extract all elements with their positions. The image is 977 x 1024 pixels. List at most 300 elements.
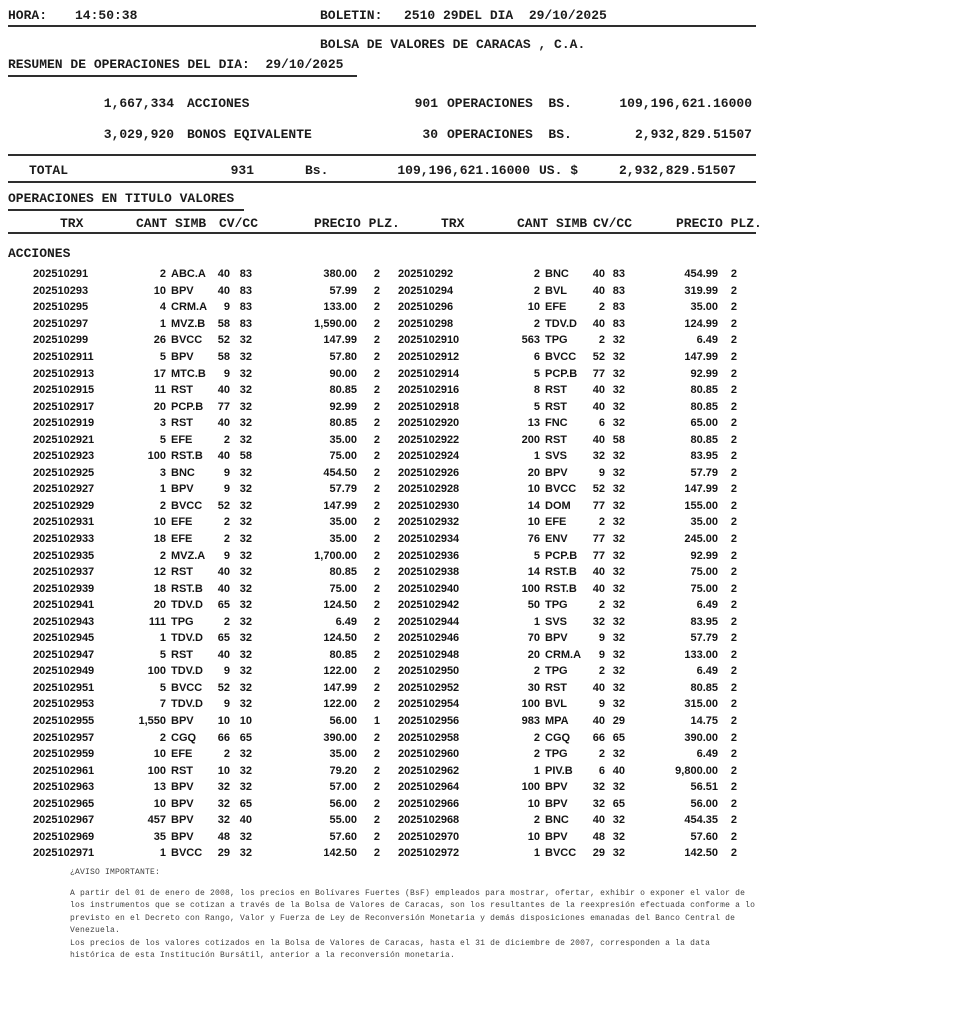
cell-cant: 100 [521, 582, 540, 595]
cell-cv: 40 [592, 582, 605, 595]
cell-trx: 2025102954 [398, 698, 460, 711]
cell-simbolo: BVCC [171, 499, 203, 512]
table-row [33, 332, 760, 349]
cell-precio: 155.00 [684, 499, 718, 512]
cell-cant: 18 [153, 582, 166, 595]
summary-amount: 109,196,621.16000 [619, 96, 752, 111]
cell-plazo: 2 [730, 450, 737, 463]
cell-simbolo: PCP.B [545, 549, 578, 562]
cell-cant: 563 [521, 334, 540, 347]
cell-precio: 6.49 [696, 748, 718, 761]
cell-plazo: 2 [730, 731, 737, 744]
cell-cant: 1 [159, 483, 166, 496]
cell-cc: 32 [239, 830, 252, 843]
summary-ops: 30 [422, 127, 438, 142]
cell-cant: 5 [533, 400, 540, 413]
cell-cc: 83 [239, 317, 252, 330]
cell-plazo: 2 [373, 499, 380, 512]
cell-simbolo: TPG [545, 748, 568, 761]
cell-cc: 32 [239, 351, 252, 363]
cell-cv: 52 [217, 499, 230, 512]
table-row [33, 382, 760, 399]
cell-trx: 2025102935 [33, 549, 95, 562]
cell-plazo: 2 [730, 334, 737, 347]
cell-trx: 2025102917 [33, 400, 95, 413]
cell-cant: 10 [527, 301, 540, 314]
cell-simbolo: CGQ [171, 731, 197, 744]
cell-cv: 77 [592, 367, 605, 380]
cell-plazo: 2 [373, 466, 380, 479]
cell-cant: 3 [159, 466, 166, 479]
cell-cc: 32 [612, 549, 625, 562]
cell-cv: 40 [592, 384, 605, 397]
cell-plazo: 1 [373, 715, 380, 728]
cell-simbolo: RST.B [171, 582, 203, 595]
cell-cv: 77 [592, 549, 605, 562]
cell-precio: 133.00 [684, 648, 718, 661]
table-row [33, 762, 760, 779]
cell-cv: 58 [217, 351, 230, 363]
cell-cv: 40 [217, 268, 230, 281]
cell-precio: 79.20 [329, 764, 357, 777]
cell-precio: 56.00 [329, 715, 357, 728]
cell-trx: 2025102955 [33, 715, 95, 728]
cell-cant: 100 [147, 764, 166, 777]
cell-trx: 2025102967 [33, 814, 95, 827]
cell-plazo: 2 [373, 599, 380, 612]
cell-plazo: 2 [730, 367, 737, 380]
cell-plazo: 2 [730, 533, 737, 546]
table-row [33, 415, 760, 432]
table-row [33, 779, 760, 796]
cell-simbolo: RST.B [171, 450, 203, 463]
cell-cant: 20 [527, 648, 540, 661]
cell-simbolo: CRM.A [171, 301, 208, 314]
cell-trx: 2025102957 [33, 731, 95, 744]
cell-cc: 32 [612, 417, 625, 430]
cell-cv: 40 [592, 400, 605, 413]
cell-cv: 32 [217, 781, 230, 794]
cell-precio: 35.00 [690, 301, 718, 314]
cell-cant: 983 [521, 715, 540, 728]
cell-precio: 454.99 [684, 268, 718, 281]
cell-precio: 35.00 [329, 533, 357, 546]
cell-precio: 122.00 [323, 698, 357, 711]
table-row [33, 729, 760, 746]
cell-simbolo: BPV [171, 830, 194, 843]
cell-cv: 2 [223, 516, 230, 529]
cell-simbolo: BPV [545, 830, 568, 843]
cell-plazo: 2 [730, 301, 737, 314]
aviso-line: A partir del 01 de enero de 2008, los precios en Bolívares Fuertes (BsF) empleados para mostrar, ofertar, exhibir o exponer el valor de [70, 889, 746, 898]
cell-plazo: 2 [373, 268, 380, 281]
cell-cant: 5 [159, 351, 166, 363]
table-row [33, 431, 760, 448]
cell-cv: 52 [592, 351, 605, 363]
cell-cc: 83 [612, 301, 625, 314]
cell-cc: 32 [612, 483, 625, 496]
cell-cv: 2 [598, 748, 605, 761]
cell-trx: 2025102969 [33, 830, 95, 843]
cell-simbolo: BPV [545, 466, 568, 479]
cell-cc: 83 [239, 284, 252, 297]
cell-precio: 80.85 [329, 648, 357, 661]
cell-precio: 9,800.00 [675, 764, 718, 777]
summary-ops: 901 [414, 96, 438, 111]
cell-trx: 2025102947 [33, 648, 95, 661]
summary-qty: 1,667,334 [103, 96, 174, 111]
cell-cant: 1 [533, 764, 540, 777]
cell-simbolo: TDV.D [171, 599, 203, 612]
cell-cv: 6 [598, 764, 605, 777]
cell-trx: 2025102959 [33, 748, 95, 761]
cell-precio: 147.99 [323, 499, 357, 512]
cell-cant: 12 [153, 566, 166, 579]
resumen-heading: RESUMEN DE OPERACIONES DEL DIA: 29/10/2025 [8, 57, 357, 77]
cell-trx: 2025102956 [398, 715, 460, 728]
cell-cc: 32 [612, 781, 625, 794]
cell-cant: 2 [533, 748, 540, 761]
cell-cc: 65 [239, 797, 252, 810]
cell-cv: 9 [598, 698, 605, 711]
table-row [33, 812, 760, 829]
table-row [33, 283, 760, 300]
cell-plazo: 2 [730, 516, 737, 529]
cell-trx: 2025102943 [33, 615, 95, 628]
cell-cv: 9 [223, 698, 230, 711]
cell-cant: 8 [533, 384, 540, 397]
cell-plazo: 2 [373, 367, 380, 380]
cell-cc: 32 [612, 582, 625, 595]
cell-cv: 32 [592, 781, 605, 794]
cell-trx: 2025102961 [33, 764, 95, 777]
cell-simbolo: RST [171, 566, 193, 579]
cell-trx: 2025102968 [398, 814, 460, 827]
cell-cc: 58 [612, 433, 625, 446]
cell-cant: 2 [533, 284, 540, 297]
cell-precio: 6.49 [696, 599, 718, 612]
table-row [33, 398, 760, 415]
cell-cv: 40 [217, 450, 230, 463]
summary-ops-label: OPERACIONES BS. [447, 96, 572, 111]
cell-cc: 32 [612, 814, 625, 827]
cell-cv: 2 [223, 748, 230, 761]
cell-plazo: 2 [373, 516, 380, 529]
cell-cant: 10 [527, 797, 540, 810]
cell-trx: 2025102930 [398, 499, 460, 512]
cell-precio: 57.00 [329, 781, 357, 794]
cell-precio: 245.00 [684, 533, 718, 546]
cell-cc: 32 [239, 599, 252, 612]
cell-precio: 92.99 [690, 367, 718, 380]
cell-cv: 40 [217, 566, 230, 579]
cell-cc: 32 [239, 781, 252, 794]
cell-trx: 2025102949 [33, 665, 95, 678]
divider [8, 154, 756, 156]
cell-cant: 2 [533, 731, 540, 744]
summary-qty: 3,029,920 [103, 127, 174, 142]
table-row [33, 316, 760, 333]
trades-table [0, 266, 760, 862]
aviso-line: Los precios de los valores cotizados en la Bolsa de Valores de Caracas, hasta el 31 de diciembre de 2007, corresponden a la data [70, 938, 711, 948]
divider [8, 181, 756, 183]
cell-trx: 2025102966 [398, 797, 460, 810]
cell-cc: 65 [612, 797, 625, 810]
cell-cant: 10 [153, 748, 166, 761]
cell-precio: 6.49 [696, 334, 718, 347]
cell-cant: 100 [521, 781, 540, 794]
column-header-trx: TRX [60, 216, 84, 231]
cell-plazo: 2 [373, 830, 380, 843]
cell-trx: 2025102962 [398, 764, 460, 777]
cell-precio: 57.79 [690, 466, 718, 479]
cell-precio: 56.00 [690, 797, 718, 810]
cell-cv: 9 [223, 367, 230, 380]
cell-cv: 32 [592, 615, 605, 628]
cell-precio: 57.60 [329, 830, 357, 843]
cell-cc: 32 [239, 417, 252, 430]
cell-plazo: 2 [730, 748, 737, 761]
cell-trx: 2025102964 [398, 781, 460, 794]
cell-precio: 80.85 [690, 433, 718, 446]
cell-plazo: 2 [373, 632, 380, 645]
cell-cant: 5 [159, 433, 166, 446]
cell-trx: 202510293 [33, 284, 89, 297]
cell-simbolo: ABC.A [171, 268, 206, 281]
cell-precio: 92.99 [690, 549, 718, 562]
cell-trx: 2025102952 [398, 681, 460, 694]
cell-cc: 32 [612, 599, 625, 612]
cell-precio: 315.00 [684, 698, 718, 711]
cell-simbolo: BPV [171, 351, 194, 363]
cell-cant: 2 [533, 814, 540, 827]
cell-plazo: 2 [373, 847, 380, 860]
cell-cc: 83 [239, 268, 252, 281]
cell-simbolo: MVZ.A [171, 549, 206, 562]
cell-cant: 5 [533, 367, 540, 380]
cell-precio: 56.00 [329, 797, 357, 810]
cell-trx: 202510299 [33, 334, 89, 347]
cell-cv: 2 [598, 665, 605, 678]
cell-cc: 32 [239, 466, 252, 479]
cell-trx: 202510298 [398, 317, 454, 330]
cell-plazo: 2 [730, 433, 737, 446]
cell-trx: 2025102972 [398, 847, 460, 860]
cell-cant: 10 [153, 797, 166, 810]
cell-cv: 9 [223, 466, 230, 479]
cell-cv: 10 [217, 764, 230, 777]
cell-cc: 32 [239, 566, 252, 579]
cell-precio: 35.00 [329, 516, 357, 529]
cell-cant: 76 [527, 533, 540, 546]
cell-trx: 2025102913 [33, 367, 95, 380]
hora-label: HORA: [8, 8, 48, 23]
cell-precio: 14.75 [690, 715, 718, 728]
cell-cc: 32 [239, 367, 252, 380]
cell-precio: 142.50 [323, 847, 357, 860]
cell-plazo: 2 [730, 417, 737, 430]
cell-precio: 380.00 [323, 268, 357, 281]
cell-simbolo: TDV.D [545, 317, 577, 330]
cell-simbolo: RST [545, 681, 567, 694]
cell-plazo: 2 [373, 433, 380, 446]
cell-precio: 92.99 [329, 400, 357, 413]
cell-plazo: 2 [730, 400, 737, 413]
summary-row-bonos [8, 127, 752, 142]
cell-cc: 32 [612, 533, 625, 546]
cell-cant: 2 [533, 317, 540, 330]
cell-cv: 52 [217, 334, 230, 347]
cell-plazo: 2 [730, 566, 737, 579]
cell-precio: 1,700.00 [314, 549, 357, 562]
cell-cc: 65 [612, 731, 625, 744]
cell-cc: 32 [612, 384, 625, 397]
cell-cv: 32 [217, 797, 230, 810]
table-row [33, 680, 760, 697]
cell-precio: 80.85 [329, 384, 357, 397]
summary-ops-label: OPERACIONES BS. [447, 127, 572, 142]
cell-cv: 2 [223, 615, 230, 628]
cell-cv: 40 [592, 433, 605, 446]
cell-trx: 2025102941 [33, 599, 95, 612]
cell-plazo: 2 [730, 284, 737, 297]
cell-plazo: 2 [373, 450, 380, 463]
cell-cc: 32 [612, 648, 625, 661]
cell-simbolo: RST [171, 417, 193, 430]
cell-trx: 2025102916 [398, 384, 460, 397]
cell-simbolo: BVCC [545, 847, 577, 860]
cell-cant: 1,550 [138, 715, 166, 728]
cell-cv: 40 [592, 284, 605, 297]
cell-cc: 32 [239, 582, 252, 595]
cell-cc: 32 [239, 516, 252, 529]
cell-precio: 147.99 [323, 334, 357, 347]
cell-plazo: 2 [730, 549, 737, 562]
cell-cv: 2 [598, 599, 605, 612]
cell-plazo: 2 [373, 334, 380, 347]
cell-simbolo: BPV [171, 797, 194, 810]
cell-trx: 2025102936 [398, 549, 460, 562]
cell-trx: 2025102932 [398, 516, 460, 529]
cell-simbolo: RST [171, 384, 193, 397]
cell-cc: 32 [239, 499, 252, 512]
cell-plazo: 2 [730, 317, 737, 330]
cell-cant: 3 [159, 417, 166, 430]
cell-plazo: 2 [730, 698, 737, 711]
cell-trx: 2025102971 [33, 847, 95, 860]
cell-precio: 57.79 [690, 632, 718, 645]
cell-cant: 14 [527, 499, 540, 512]
cell-cant: 10 [153, 516, 166, 529]
cell-precio: 319.99 [684, 284, 718, 297]
cell-cc: 83 [612, 317, 625, 330]
cell-trx: 202510291 [33, 268, 89, 281]
cell-cv: 58 [217, 317, 230, 330]
cell-trx: 2025102927 [33, 483, 95, 496]
cell-plazo: 2 [373, 681, 380, 694]
cell-cc: 32 [239, 334, 252, 347]
total-row [8, 163, 736, 178]
table-row [33, 514, 760, 531]
column-header-cvcc: CV/CC [219, 216, 259, 231]
cell-precio: 80.85 [690, 384, 718, 397]
cell-cv: 9 [598, 632, 605, 645]
cell-precio: 6.49 [696, 665, 718, 678]
cell-plazo: 2 [373, 549, 380, 562]
cell-cc: 32 [612, 632, 625, 645]
cell-cant: 20 [527, 466, 540, 479]
cell-cc: 32 [612, 400, 625, 413]
cell-plazo: 2 [730, 384, 737, 397]
cell-cant: 200 [521, 433, 540, 446]
cell-cc: 29 [612, 715, 625, 728]
cell-simbolo: EFE [545, 301, 567, 314]
cell-cc: 32 [239, 698, 252, 711]
cell-cant: 50 [527, 599, 540, 612]
cell-cc: 32 [612, 351, 625, 363]
cell-precio: 122.00 [323, 665, 357, 678]
cell-cv: 40 [217, 417, 230, 430]
cell-cant: 1 [159, 317, 166, 330]
cell-cant: 2 [159, 731, 166, 744]
cell-cv: 2 [598, 301, 605, 314]
cell-plazo: 2 [373, 764, 380, 777]
total-usd-label: US. $ [539, 163, 579, 178]
summary-amount: 2,932,829.51507 [634, 127, 752, 142]
cell-simbolo: TPG [545, 665, 568, 678]
cell-cc: 83 [612, 284, 625, 297]
cell-cv: 40 [592, 715, 605, 728]
cell-simbolo: MPA [545, 715, 569, 728]
cell-trx: 2025102938 [398, 566, 460, 579]
cell-trx: 2025102937 [33, 566, 95, 579]
cell-simbolo: PCP.B [171, 400, 204, 413]
cell-simbolo: EFE [171, 533, 193, 546]
table-row [33, 696, 760, 713]
table-row [33, 796, 760, 813]
cell-simbolo: TDV.D [171, 632, 203, 645]
cell-cc: 32 [612, 830, 625, 843]
cell-precio: 80.85 [690, 400, 718, 413]
cell-cant: 5 [533, 549, 540, 562]
cell-simbolo: BVCC [171, 334, 203, 347]
cell-trx: 2025102945 [33, 632, 95, 645]
boletin-value: 2510 29DEL DIA 29/10/2025 [404, 8, 607, 23]
cell-cv: 9 [223, 483, 230, 496]
cell-simbolo: BVCC [171, 681, 203, 694]
cell-precio: 142.50 [684, 847, 718, 860]
cell-cc: 32 [239, 384, 252, 397]
total-label: TOTAL [29, 163, 69, 178]
cell-trx: 2025102911 [33, 351, 94, 363]
cell-plazo: 2 [373, 483, 380, 496]
cell-cc: 32 [239, 483, 252, 496]
cell-plazo: 2 [730, 764, 737, 777]
cell-precio: 57.60 [690, 830, 718, 843]
cell-cv: 32 [592, 797, 605, 810]
cell-precio: 6.49 [335, 615, 357, 628]
cell-cant: 2 [159, 499, 166, 512]
cell-cc: 32 [612, 681, 625, 694]
cell-cant: 1 [533, 450, 540, 463]
cell-cc: 10 [239, 715, 252, 728]
cell-cv: 9 [598, 648, 605, 661]
cell-plazo: 2 [730, 483, 737, 496]
cell-cant: 2 [533, 665, 540, 678]
cell-trx: 2025102923 [33, 450, 95, 463]
cell-trx: 2025102939 [33, 582, 95, 595]
cell-cv: 40 [217, 648, 230, 661]
